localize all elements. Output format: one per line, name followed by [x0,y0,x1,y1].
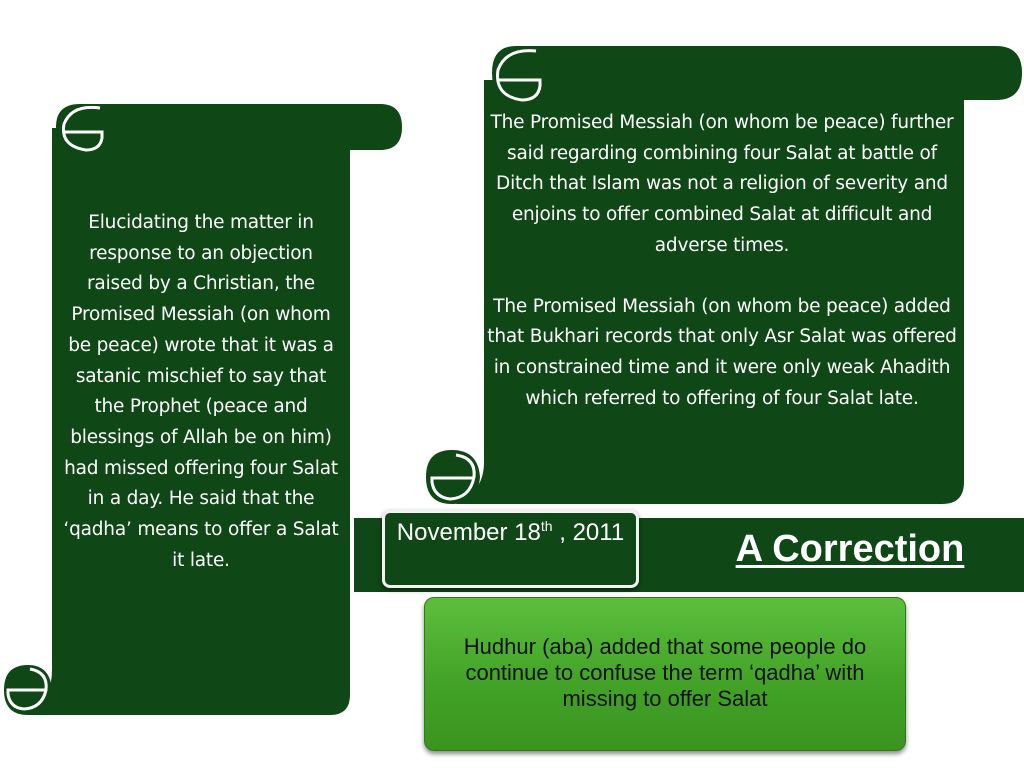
date-badge [382,510,639,588]
left-scroll-top-roll [56,104,402,150]
right-scroll-paragraph-1: The Promised Messiah (on whom be peace) further said regarding combining four Salat at battle of Ditch that Islam was not a religion of severity and enjoins to offer combined Salat at difficult and adverse times. [490,112,954,256]
left-scroll-text: Elucidating the matter in response to an objection raised by a Christian, the Promised Messiah (on whom be peace) wrote that it was a satanic mischief to say that the Prophet (peace and blessings of Allah be on him) had missed offering four Salat in a day. He said that the ‘qadha’ means to offer a Salat it late. [63,212,339,571]
right-scroll-top-roll [492,46,1022,100]
slide-title: A Correction [735,528,965,570]
right-scroll-text [487,108,957,414]
date-ordinal-suffix: th [540,518,553,534]
note-text: Hudhur (aba) added that some people do continue to confuse the term ‘qadha’ with missing to offer Salat [463,634,867,711]
note-box [424,597,906,751]
date-month-day: November 18 [396,519,541,546]
date-year: , 2011 [552,519,625,546]
right-scroll-paragraph-2: The Promised Messiah (on whom be peace) added that Bukhari records that only Asr Salat was offered in constrained time and it were only weak Ahadith which referred to offering of four Salat late. [487,295,957,409]
